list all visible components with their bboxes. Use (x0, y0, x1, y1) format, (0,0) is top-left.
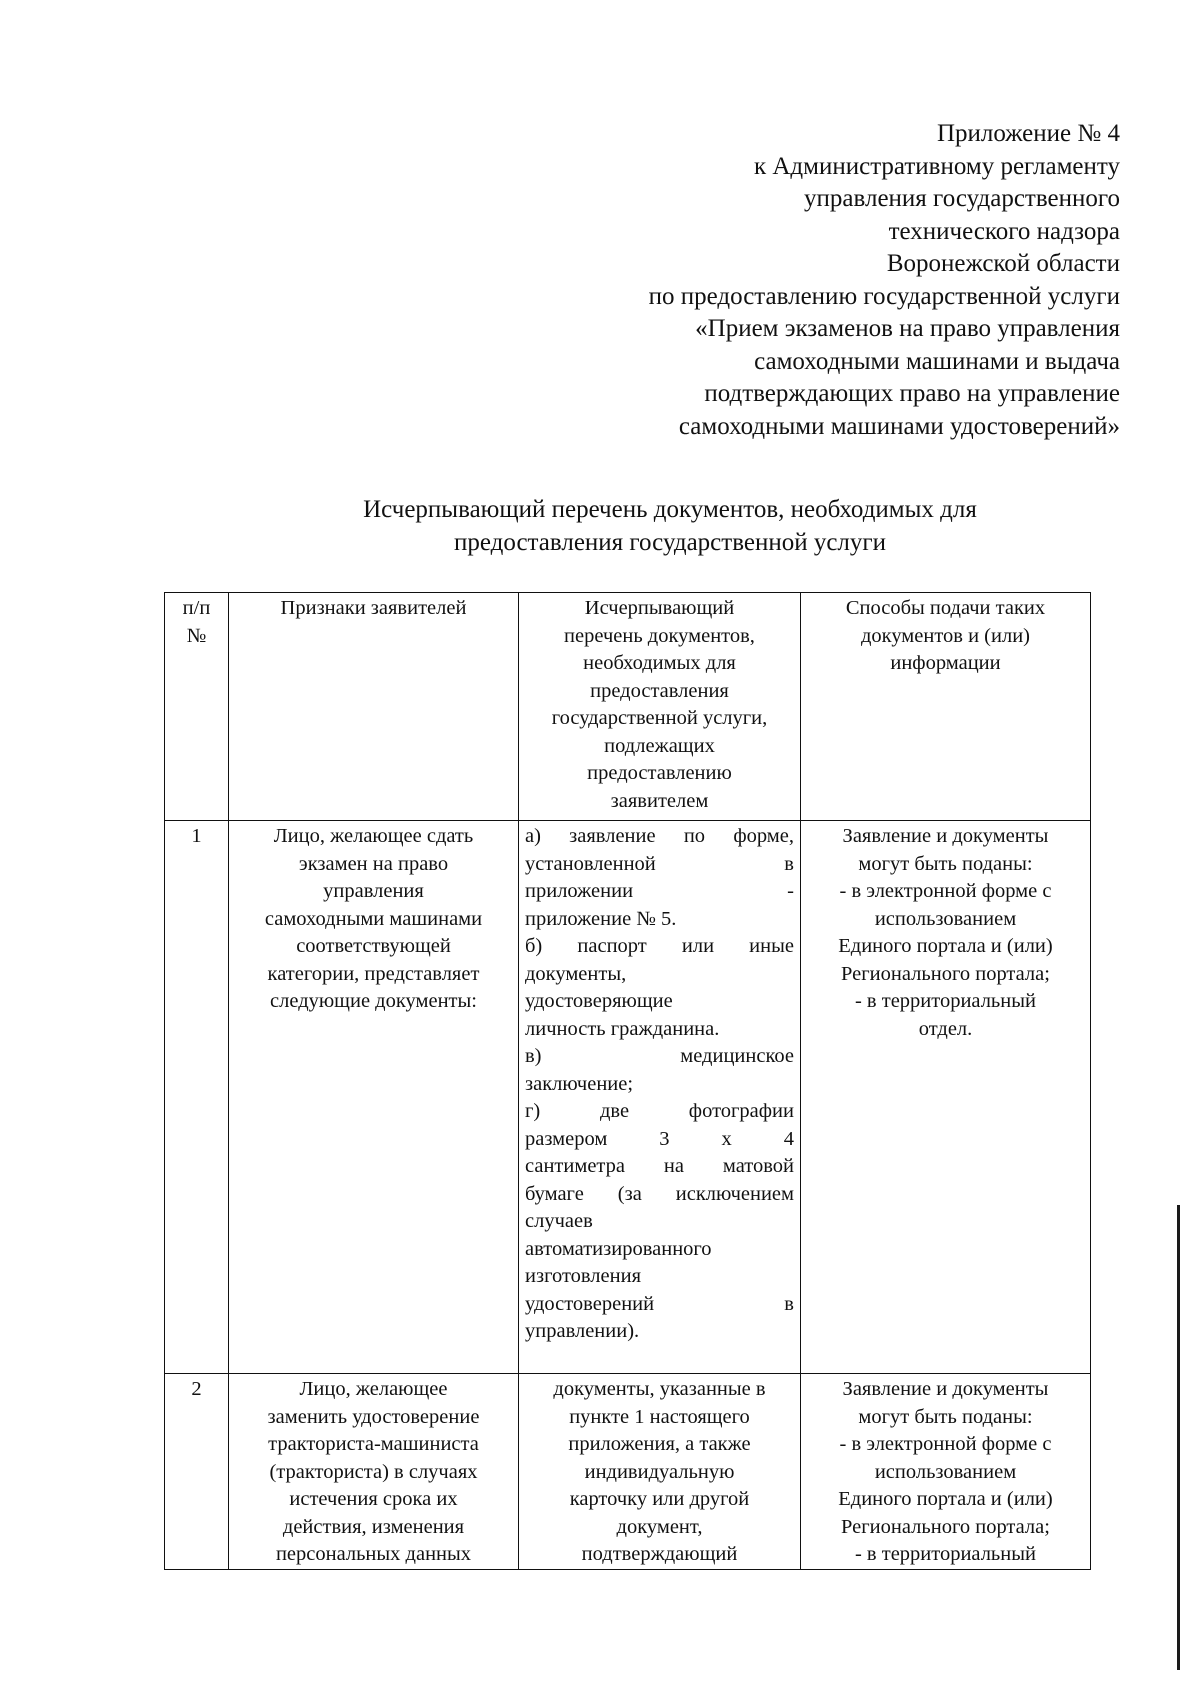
document-item-line: в) медицинское (525, 1045, 794, 1067)
annex-line: «Прием экзаменов на право управления (695, 315, 1120, 342)
document-item-line: автоматизированного (525, 1237, 712, 1260)
document-item-line: удостоверений в (525, 1292, 794, 1315)
header-line: информации (890, 652, 1001, 674)
table-header-row (165, 593, 1091, 821)
annex-line: по предоставлению государственной услуги (648, 282, 1120, 310)
annex-line: самоходными машинами удостоверений» (678, 412, 1120, 440)
applicant-line: категории, представляет (267, 962, 480, 985)
header-line: подлежащих (604, 734, 715, 757)
header-line: перечень документов, (564, 624, 755, 647)
applicant-line: следующие документы: (270, 990, 477, 1012)
table-row (165, 821, 1091, 1374)
method-line: - в территориальный (854, 1543, 1037, 1565)
applicant-line: заменить удостоверение (267, 1405, 480, 1428)
document-item-line: сантиметра на матовой (525, 1155, 794, 1177)
applicant-line: персональных данных (275, 1543, 472, 1565)
header-applicant (229, 593, 519, 821)
document-item-line: бумаге (за исключением (525, 1182, 794, 1205)
header-line: Признаки заявителей (280, 597, 467, 619)
applicant-line: Лицо, желающее (299, 1378, 448, 1400)
table-row (165, 1374, 1091, 1570)
header-line: № (186, 624, 207, 647)
header-line: документов и (или) (860, 624, 1031, 647)
row-num: 2 (165, 1374, 229, 1570)
annex-line: к Административному регламенту (753, 152, 1120, 180)
annex-header (400, 118, 1120, 443)
method-line: использованием (874, 1460, 1017, 1483)
row-documents (519, 821, 801, 1374)
applicant-line: действия, изменения (282, 1515, 465, 1538)
row-methods (801, 1374, 1091, 1570)
method-line: Единого портала и (или) (838, 1488, 1053, 1510)
applicant-line: истечения срока их (289, 1488, 458, 1510)
document-item-line: пункте 1 настоящего (569, 1405, 750, 1428)
document-item-line: управлении). (525, 1320, 640, 1342)
document-item-line: индивидуальную (584, 1460, 735, 1483)
applicant-line: управления (323, 880, 424, 902)
document-item-line: приложение № 5. (525, 907, 677, 930)
method-line: Регионального портала; (841, 962, 1050, 985)
document-item-line: случаев (525, 1210, 593, 1232)
document-item-line: а) заявление по форме, (525, 825, 794, 847)
annex-line: Воронежской области (886, 250, 1120, 277)
method-line: Заявление и документы (842, 825, 1049, 847)
method-line: могут быть поданы: (858, 852, 1033, 875)
header-line: п/п (182, 597, 211, 619)
annex-line: управления государственного (804, 185, 1120, 212)
document-item-line: удостоверяющие (525, 990, 673, 1012)
document-item-line: установленной в (525, 852, 794, 875)
document-title (300, 493, 1040, 559)
header-line: Исчерпывающий (584, 597, 735, 619)
annex-line: Приложение № 4 (936, 120, 1120, 147)
header-line: заявителем (610, 789, 709, 812)
document-item-line: документы, указанные в (553, 1378, 766, 1400)
row-applicant (229, 821, 519, 1374)
document-item-line: приложении - (525, 880, 794, 902)
document-item-line: подтверждающий (581, 1543, 738, 1565)
document-item-line: приложения, а также (568, 1433, 751, 1455)
document-item-line: размером 3 х 4 (525, 1127, 794, 1150)
title-line: Исчерпывающий перечень документов, необходимых для (363, 496, 977, 523)
title-line: предоставления государственной услуги (453, 529, 887, 556)
annex-line: подтверждающих право на управление (704, 380, 1120, 407)
method-line: Единого портала и (или) (838, 935, 1053, 957)
document-item-line: документы, (525, 962, 627, 985)
header-line: Способы подачи таких (845, 597, 1046, 619)
document-item-line: заключение; (525, 1072, 634, 1095)
row-num: 1 (165, 821, 229, 1374)
method-line: отдел. (918, 1017, 973, 1040)
method-line: Регионального портала; (841, 1515, 1050, 1538)
header-num (165, 593, 229, 821)
row-methods (801, 821, 1091, 1374)
method-line: - в электронной форме с (839, 880, 1052, 902)
document-item-line: документ, (616, 1515, 703, 1538)
header-line: государственной услуги, (551, 707, 768, 729)
document-item-line: б) паспорт или иные (525, 935, 794, 957)
applicant-line: соответствующей (296, 935, 451, 957)
annex-line: самоходными машинами и выдача (754, 347, 1120, 375)
header-line: необходимых для (583, 652, 736, 674)
method-line: - в электронной форме с (839, 1433, 1052, 1455)
applicant-line: самоходными машинами (264, 907, 483, 930)
header-line: предоставления (590, 679, 729, 702)
header-line: предоставлению (587, 762, 732, 784)
method-line: могут быть поданы: (858, 1405, 1033, 1428)
applicant-line: Лицо, желающее сдать (273, 825, 474, 847)
document-item-line: г) две фотографии (525, 1100, 794, 1122)
header-documents (519, 593, 801, 821)
document-item-line: личность гражданина. (525, 1017, 720, 1040)
method-line: использованием (874, 907, 1017, 930)
header-methods (801, 593, 1091, 821)
row-documents (519, 1374, 801, 1570)
applicant-line: тракториста-машиниста (268, 1433, 479, 1455)
documents-table (164, 592, 1091, 1570)
document-item-line: изготовления (525, 1265, 641, 1287)
annex-line: технического надзора (888, 217, 1120, 245)
applicant-line: экзамен на право (298, 852, 449, 875)
applicant-line: (тракториста) в случаях (269, 1460, 478, 1483)
scan-edge-mark (1177, 1205, 1180, 1670)
document-item-line: карточку или другой (569, 1488, 750, 1510)
method-line: - в территориальный (854, 990, 1037, 1012)
method-line: Заявление и документы (842, 1378, 1049, 1400)
row-applicant (229, 1374, 519, 1570)
